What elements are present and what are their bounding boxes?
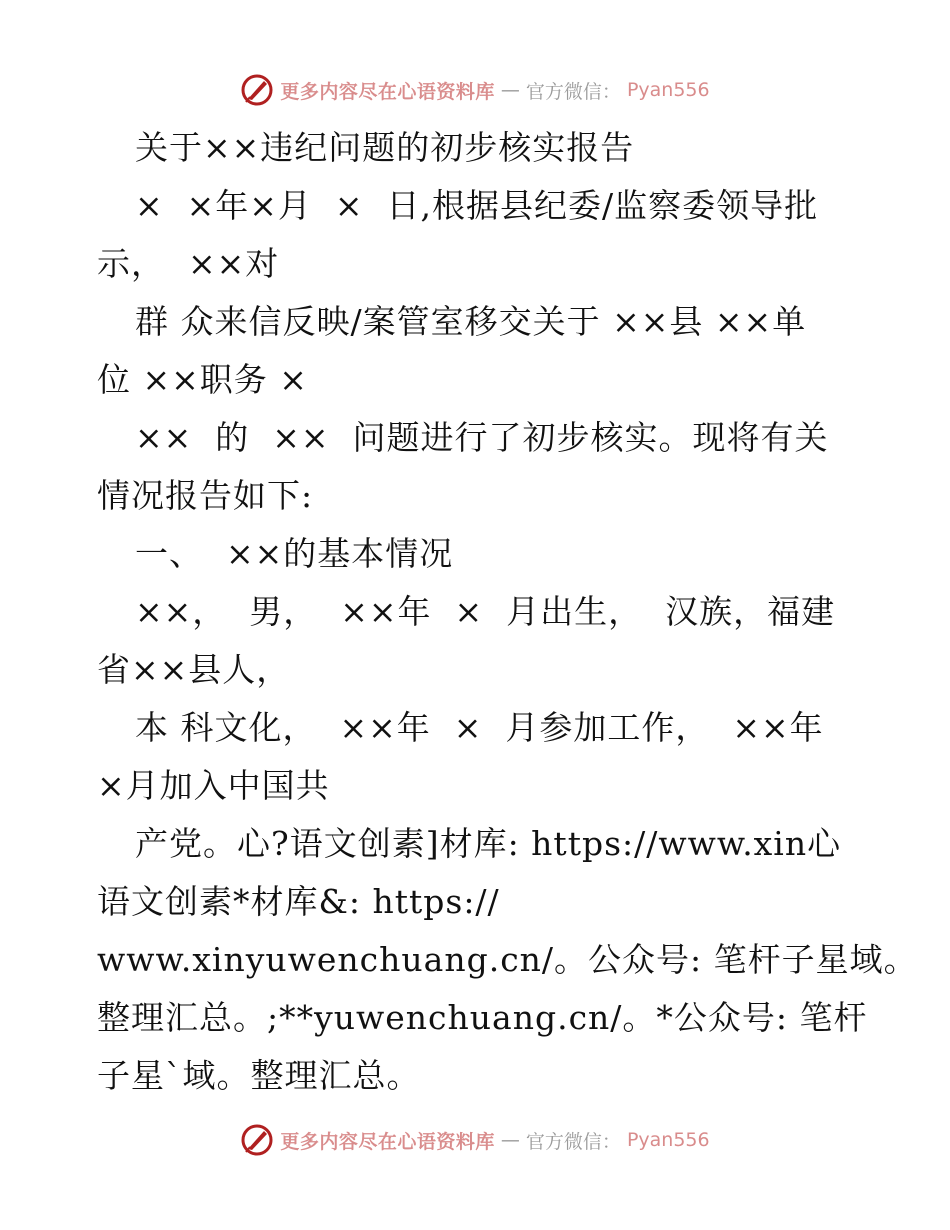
banner-wechat-label: 官方微信： [525, 1130, 621, 1153]
text-line: 语文创素*材库&: https:// [97, 882, 500, 921]
text-line: × ×年×月 × 日,根据县纪委/监察委领导批 [135, 186, 819, 225]
banner-wechat-label: 官方微信： [525, 80, 621, 103]
banner-separator: — [500, 79, 520, 101]
banner-wechat-id: Pyan556 [626, 79, 710, 101]
text-line: ×× 的 ×× 问题进行了初步核实。现将有关 [135, 418, 829, 457]
banner-text: 更多内容尽在心语资料库 [280, 80, 495, 103]
footer-watermark-banner [0, 1120, 950, 1160]
banner-text: 更多内容尽在心语资料库 [280, 1130, 495, 1153]
section-heading: 一、 ××的基本情况 [135, 534, 454, 573]
text-line: 本 科文化， ××年 × 月参加工作， ××年 [135, 708, 824, 747]
text-line: 子星`域。整理汇总。 [97, 1056, 421, 1095]
text-line: 省××县人， [97, 650, 291, 689]
banner-wechat-id: Pyan556 [626, 1129, 710, 1151]
text-line: 示， ××对 [97, 244, 280, 283]
text-line: 情况报告如下: [97, 476, 314, 515]
header-watermark-banner [0, 70, 950, 110]
quill-logo-icon [240, 73, 274, 107]
text-line: ×月加入中国共 [97, 766, 330, 805]
document-body [97, 119, 918, 1105]
text-line: 群 众来信反映/案管室移交关于 ××县 ××单 [135, 302, 807, 341]
text-line: ××， 男， ××年 × 月出生， 汉族，福建 [135, 592, 836, 631]
text-line: www.xinyuwenchuang.cn/。公众号: 笔杆子星域。 [97, 940, 918, 979]
text-line: 位 ××职务 × [97, 360, 308, 399]
quill-logo-icon [240, 1123, 274, 1157]
text-line: 产党。心?语文创素]材库: https://www.xin心 [135, 824, 842, 863]
document-title: 关于××违纪问题的初步核实报告 [135, 128, 635, 167]
banner-separator: — [500, 1129, 520, 1151]
text-line: 整理汇总。;**yuwenchuang.cn/。*公众号: 笔杆 [97, 998, 868, 1037]
